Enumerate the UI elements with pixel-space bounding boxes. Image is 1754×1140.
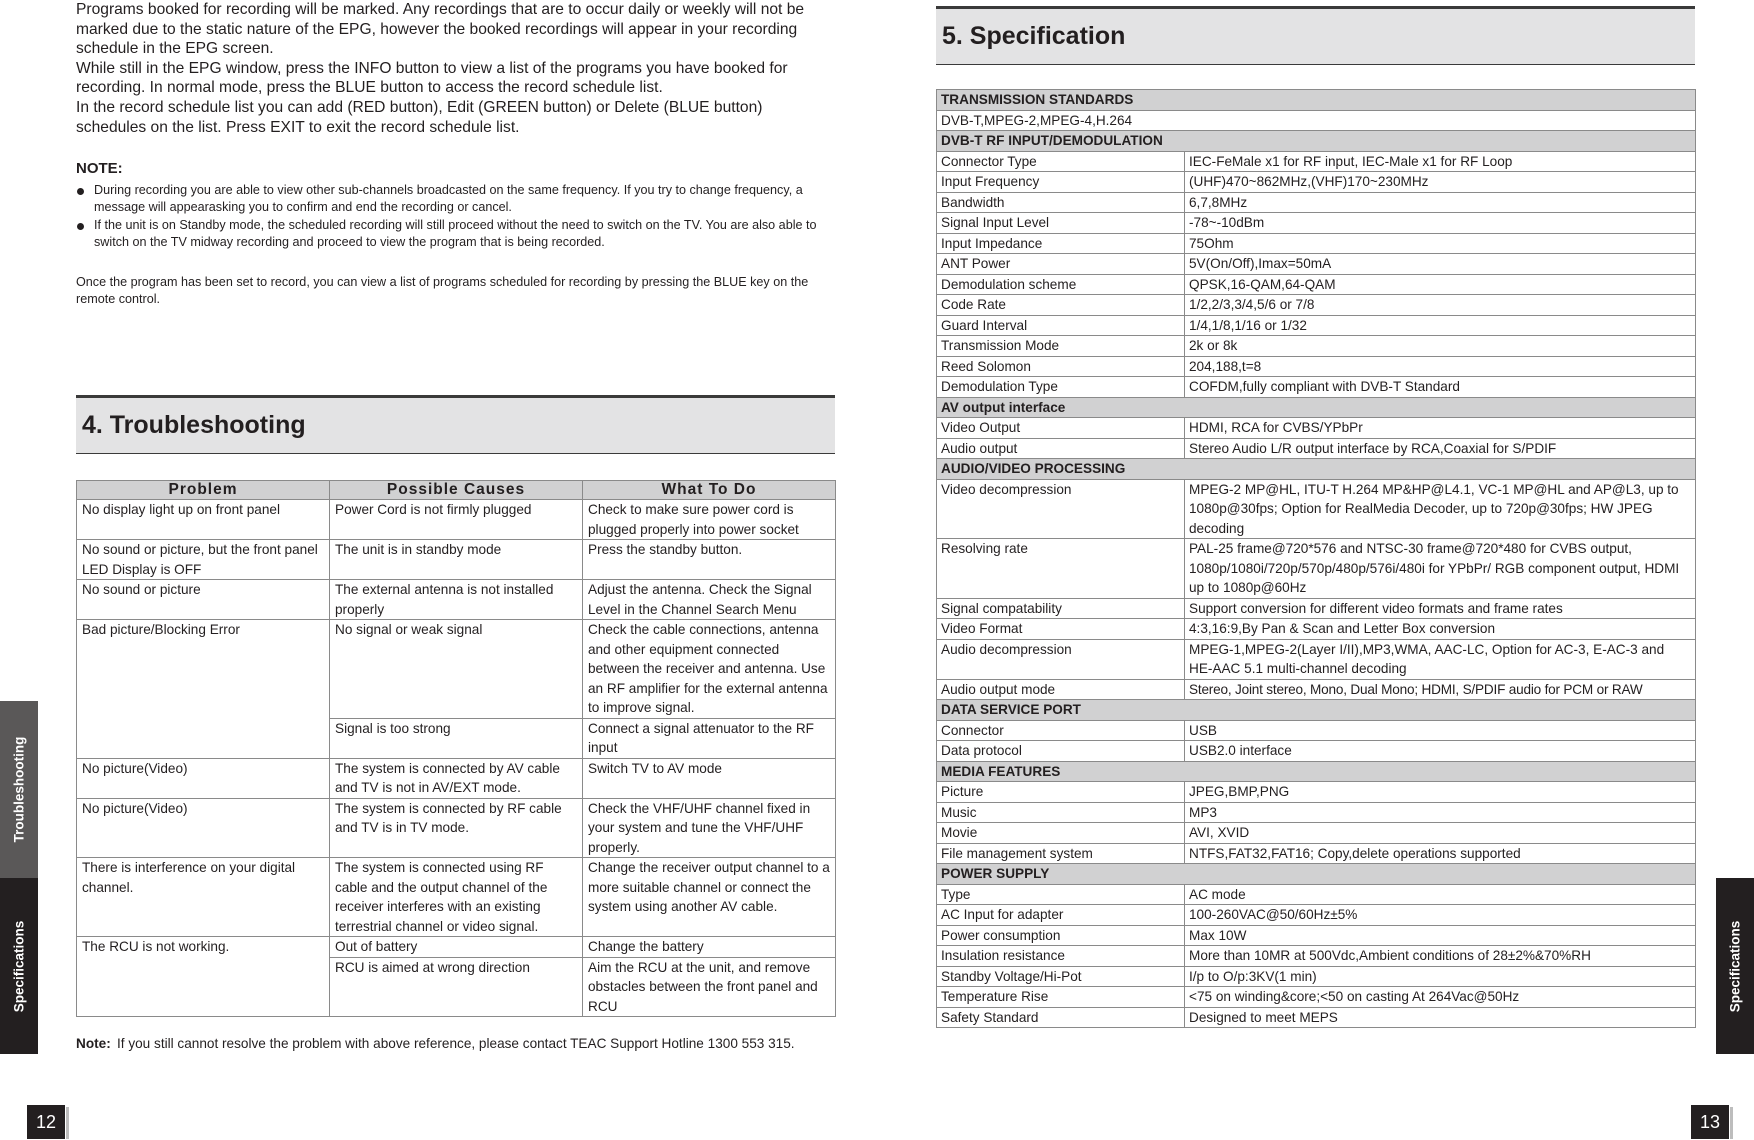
table-row (937, 987, 1696, 1008)
category-label: POWER SUPPLY (937, 864, 1696, 885)
table-row (937, 720, 1696, 741)
spec-value: 1/2,2/3,3/4,5/6 or 7/8 (1185, 295, 1696, 316)
section-title: 5. Specification (942, 22, 1126, 50)
table-row (937, 619, 1696, 640)
note-item-text: If the unit is on Standby mode, the scheduled recording will still proceed without the need to switch on the TV. You are also able to switch on the TV midway recording and proceed to view the program that is being recorded. (94, 218, 817, 249)
spec-key: Audio output mode (937, 679, 1185, 700)
spec-key: Input Frequency (937, 172, 1185, 193)
action-cell: Aim the RCU at the unit, and remove obstacles between the front panel and RCU (583, 957, 836, 1017)
spec-value: Stereo, Joint stereo, Mono, Dual Mono; HDMI, S/PDIF audio for PCM or RAW (1185, 679, 1696, 700)
table-row (937, 233, 1696, 254)
cause-cell: Out of battery (330, 937, 583, 958)
spec-value: 5V(On/Off),Imax=50mA (1185, 254, 1696, 275)
category-label: DATA SERVICE PORT (937, 700, 1696, 721)
spec-value: QPSK,16-QAM,64-QAM (1185, 274, 1696, 295)
spec-key: Signal Input Level (937, 213, 1185, 234)
spec-key: Resolving rate (937, 539, 1185, 599)
category-row (937, 397, 1696, 418)
table-row (77, 858, 836, 937)
spec-key: Connector (937, 720, 1185, 741)
intro-paragraph: While still in the EPG window, press the INFO button to view a list of the programs you have booked for recording. In normal mode, press the BLUE button to access the record schedule list. (76, 59, 788, 97)
spec-value: Max 10W (1185, 925, 1696, 946)
note-item-text: During recording you are able to view other sub-channels broadcasted on the same frequency. If you try to change frequency, a message will appearasking you to confirm and end the recording or cancel. (94, 183, 803, 214)
troubleshooting-table (76, 480, 836, 1017)
page-number: 12 (27, 1105, 65, 1139)
table-row (937, 823, 1696, 844)
table-row (937, 274, 1696, 295)
table-row (77, 580, 836, 620)
spec-key: Video Format (937, 619, 1185, 640)
spec-value: (UHF)470~862MHz,(VHF)170~230MHz (1185, 172, 1696, 193)
spec-value: Support conversion for different video formats and frame rates (1185, 598, 1696, 619)
category-label: TRANSMISSION STANDARDS (937, 90, 1696, 111)
spec-key: Connector Type (937, 151, 1185, 172)
table-row (937, 172, 1696, 193)
table-row (937, 925, 1696, 946)
table-row (937, 254, 1696, 275)
spec-value: MPEG-2 MP@HL, ITU-T H.264 MP&HP@L4.1, VC-1 MP@HL and AP@L3, up to 1080p@30fps; Option for RealMedia Decoder, up to 720p@30fps; HW JPEG decoding (1185, 479, 1696, 539)
table-row (937, 438, 1696, 459)
table-row (937, 110, 1696, 131)
spec-value: USB (1185, 720, 1696, 741)
spec-key: Reed Solomon (937, 356, 1185, 377)
spec-value: PAL-25 frame@720*576 and NTSC-30 frame@720*480 for CVBS output, 1080p/1080i/720p/570p/480p/576i/480i for YPbPr/ RGB component output, HDMI up to 1080p@60Hz (1185, 539, 1696, 599)
table-row (937, 295, 1696, 316)
category-row (937, 459, 1696, 480)
table-row (937, 884, 1696, 905)
problem-cell: No display light up on front panel (77, 500, 330, 540)
page-number: 13 (1691, 1105, 1729, 1139)
spec-value: MP3 (1185, 802, 1696, 823)
note-item (76, 182, 836, 216)
tab-troubleshooting[interactable] (0, 701, 38, 878)
spec-value: COFDM,fully compliant with DVB-T Standard (1185, 377, 1696, 398)
cause-cell: No signal or weak signal (330, 620, 583, 719)
cause-cell: Signal is too strong (330, 718, 583, 758)
spec-key: Power consumption (937, 925, 1185, 946)
spec-value: MPEG-1,MPEG-2(Layer I/II),MP3,WMA, AAC-LC, Option for AC-3, E-AC-3 and HE-AAC 5.1 multi-channel decoding (1185, 639, 1696, 679)
table-row (937, 1007, 1696, 1028)
spec-key: Demodulation Type (937, 377, 1185, 398)
spec-key: Picture (937, 782, 1185, 803)
spec-key: Guard Interval (937, 315, 1185, 336)
spec-full-value: DVB-T,MPEG-2,MPEG-4,H.264 (937, 110, 1696, 131)
support-note (76, 1036, 836, 1052)
cause-cell: The system is connected by RF cable and TV is in TV mode. (330, 798, 583, 858)
table-row (937, 946, 1696, 967)
action-cell: Check the cable connections, antenna and other equipment connected between the receiver and antenna. Use an RF amplifier for the external antenna to improve signal. (583, 620, 836, 719)
spec-key: Transmission Mode (937, 336, 1185, 357)
intro-paragraph: Programs booked for recording will be marked. Any recordings that are to occur daily or weekly will not be marked due to the static nature of the EPG, however the booked recordings will appear in your recording schedule in the EPG screen. (76, 1, 805, 58)
spec-value: -78~-10dBm (1185, 213, 1696, 234)
spec-value: 100-260VAC@50/60Hz±5% (1185, 905, 1696, 926)
spec-value: 6,7,8MHz (1185, 192, 1696, 213)
tab-label: Specifications (1727, 920, 1743, 1012)
spec-key: Movie (937, 823, 1185, 844)
category-row (937, 700, 1696, 721)
category-label: AUDIO/VIDEO PROCESSING (937, 459, 1696, 480)
note-text: If you still cannot resolve the problem with above reference, please contact TEAC Support Hotline 1300 553 315. (117, 1036, 795, 1051)
specification-table (936, 89, 1696, 1028)
table-row (937, 539, 1696, 599)
specification-header (936, 6, 1695, 65)
spec-key: File management system (937, 843, 1185, 864)
spec-key: Video Output (937, 418, 1185, 439)
column-header-action: What To Do (583, 481, 836, 500)
table-row (937, 377, 1696, 398)
table-header-row (77, 481, 836, 500)
right-page (877, 0, 1754, 1140)
spec-key: Audio decompression (937, 639, 1185, 679)
spec-key: Standby Voltage/Hi-Pot (937, 966, 1185, 987)
note-title: NOTE: (76, 160, 123, 177)
problem-cell: No sound or picture, but the front panel LED Display is OFF (77, 540, 330, 580)
bullet-icon (77, 223, 84, 230)
note-item (76, 217, 836, 251)
category-label: MEDIA FEATURES (937, 761, 1696, 782)
problem-cell: No picture(Video) (77, 758, 330, 798)
table-row (937, 966, 1696, 987)
table-row (937, 802, 1696, 823)
problem-cell: Bad picture/Blocking Error (77, 620, 330, 759)
column-header-causes: Possible Causes (330, 481, 583, 500)
table-row (937, 843, 1696, 864)
category-row (937, 131, 1696, 152)
spec-key: Temperature Rise (937, 987, 1185, 1008)
table-row (77, 758, 836, 798)
spec-value: HDMI, RCA for CVBS/YPbPr (1185, 418, 1696, 439)
cause-cell: RCU is aimed at wrong direction (330, 957, 583, 1017)
tab-specifications[interactable] (1716, 878, 1754, 1054)
table-row (937, 418, 1696, 439)
spec-value: 204,188,t=8 (1185, 356, 1696, 377)
tab-label: Specifications (11, 920, 27, 1012)
problem-cell: No sound or picture (77, 580, 330, 620)
action-cell: Connect a signal attenuator to the RF input (583, 718, 836, 758)
spec-value: I/p to O/p:3KV(1 min) (1185, 966, 1696, 987)
action-cell: Change the battery (583, 937, 836, 958)
spec-key: Code Rate (937, 295, 1185, 316)
category-row (937, 90, 1696, 111)
action-cell: Press the standby button. (583, 540, 836, 580)
table-row (77, 620, 836, 719)
spec-value: AC mode (1185, 884, 1696, 905)
problem-cell: There is interference on your digital channel. (77, 858, 330, 937)
spec-value: Stereo Audio L/R output interface by RCA,Coaxial for S/PDIF (1185, 438, 1696, 459)
spec-value: JPEG,BMP,PNG (1185, 782, 1696, 803)
spec-key: Signal compatability (937, 598, 1185, 619)
table-row (937, 479, 1696, 539)
problem-cell: The RCU is not working. (77, 937, 330, 1017)
note-list (76, 182, 836, 252)
table-row (77, 540, 836, 580)
table-row (77, 937, 836, 958)
table-row (77, 798, 836, 858)
spec-key: Demodulation scheme (937, 274, 1185, 295)
action-cell: Adjust the antenna. Check the Signal Level in the Channel Search Menu (583, 580, 836, 620)
table-row (937, 639, 1696, 679)
cause-cell: The external antenna is not installed properly (330, 580, 583, 620)
spec-key: Type (937, 884, 1185, 905)
bullet-icon (77, 188, 84, 195)
intro-paragraph: In the record schedule list you can add (RED button), Edit (GREEN button) or Delete (BLUE button) schedules on the list. Press EXIT to exit the record schedule list. (76, 98, 763, 136)
cause-cell: The system is connected by AV cable and TV is not in AV/EXT mode. (330, 758, 583, 798)
action-cell: Check the VHF/UHF channel fixed in your system and tune the VHF/UHF properly. (583, 798, 836, 858)
spec-value: Designed to meet MEPS (1185, 1007, 1696, 1028)
cause-cell: The system is connected using RF cable and the output channel of the receiver interferes with an existing terrestrial channel or video signal. (330, 858, 583, 937)
table-row (937, 598, 1696, 619)
spec-value: More than 10MR at 500Vdc,Ambient conditions of 28±2%&70%RH (1185, 946, 1696, 967)
spec-key: Bandwidth (937, 192, 1185, 213)
problem-cell: No picture(Video) (77, 798, 330, 858)
spec-value: IEC-FeMale x1 for RF input, IEC-Male x1 for RF Loop (1185, 151, 1696, 172)
action-cell: Change the receiver output channel to a more suitable channel or connect the system using another AV cable. (583, 858, 836, 937)
cause-cell: Power Cord is not firmly plugged (330, 500, 583, 540)
spec-key: Insulation resistance (937, 946, 1185, 967)
action-cell: Switch TV to AV mode (583, 758, 836, 798)
table-row (937, 151, 1696, 172)
spec-key: Video decompression (937, 479, 1185, 539)
spec-key: Input Impedance (937, 233, 1185, 254)
spec-value: 2k or 8k (1185, 336, 1696, 357)
table-row (937, 679, 1696, 700)
action-cell: Check to make sure power cord is plugged properly into power socket (583, 500, 836, 540)
table-row (937, 782, 1696, 803)
tab-label: Troubleshooting (11, 736, 27, 843)
category-row (937, 761, 1696, 782)
category-label: DVB-T RF INPUT/DEMODULATION (937, 131, 1696, 152)
cause-cell: The unit is in standby mode (330, 540, 583, 580)
table-row (937, 192, 1696, 213)
spec-key: ANT Power (937, 254, 1185, 275)
spec-value: <75 on winding&core;<50 on casting At 264Vac@50Hz (1185, 987, 1696, 1008)
intro-text (76, 0, 836, 137)
spec-value: NTFS,FAT32,FAT16; Copy,delete operations supported (1185, 843, 1696, 864)
spec-key: Music (937, 802, 1185, 823)
table-row (937, 741, 1696, 762)
category-row (937, 864, 1696, 885)
spec-value: 75Ohm (1185, 233, 1696, 254)
spec-key: Data protocol (937, 741, 1185, 762)
spec-key: AC Input for adapter (937, 905, 1185, 926)
tab-specifications[interactable] (0, 878, 38, 1054)
table-row (937, 336, 1696, 357)
schedule-paragraph: Once the program has been set to record, you can view a list of programs scheduled for recording by pressing the BLUE key on the remote control. (76, 275, 809, 306)
table-row (77, 500, 836, 540)
troubleshooting-header (76, 395, 835, 454)
spec-value: USB2.0 interface (1185, 741, 1696, 762)
table-row (937, 356, 1696, 377)
spec-key: Audio output (937, 438, 1185, 459)
spec-key: Safety Standard (937, 1007, 1185, 1028)
table-row (937, 905, 1696, 926)
spec-value: AVI, XVID (1185, 823, 1696, 844)
note-label: Note: (76, 1036, 111, 1051)
section-title: 4. Troubleshooting (82, 411, 306, 439)
spec-value: 4:3,16:9,By Pan & Scan and Letter Box conversion (1185, 619, 1696, 640)
table-row (937, 213, 1696, 234)
spec-value: 1/4,1/8,1/16 or 1/32 (1185, 315, 1696, 336)
table-row (937, 315, 1696, 336)
column-header-problem: Problem (77, 481, 330, 500)
category-label: AV output interface (937, 397, 1696, 418)
